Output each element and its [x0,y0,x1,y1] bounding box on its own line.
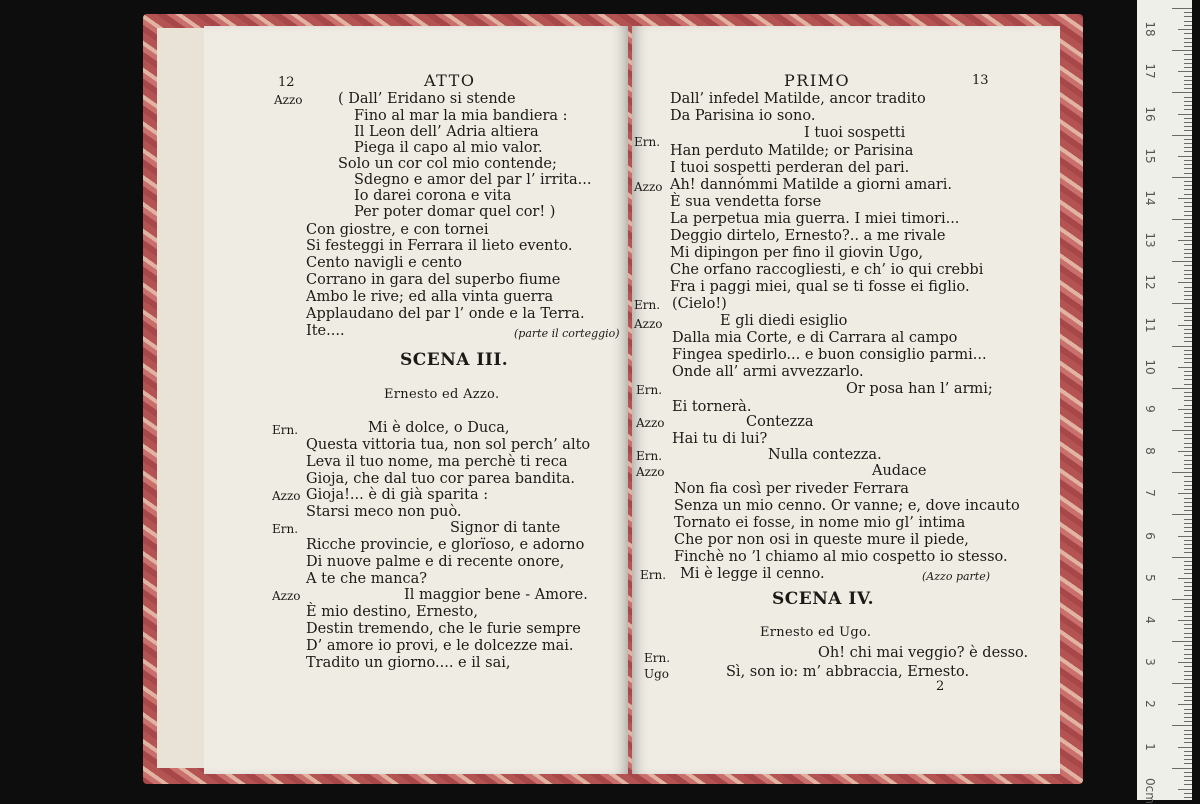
ruler-tick [1184,274,1192,275]
speaker: Ern. [636,449,663,463]
ruler-tick [1172,8,1192,9]
page-number: 13 [972,73,989,88]
verse-line: Dall’ infedel Matilde, ancor tradito [670,91,926,107]
verse-line: Si festeggi in Ferrara il lieto evento. [306,238,573,254]
ruler-tick [1184,80,1192,81]
ruler-tick [1184,519,1192,520]
verse-line: E gli diedi esiglio [720,313,848,329]
ruler-tick [1184,354,1192,355]
ruler-tick [1178,71,1192,72]
verse-line: Contezza [746,414,814,430]
ruler-tick [1184,586,1192,587]
ruler-tick [1184,101,1192,102]
verse-line: D’ amore io provi, e le dolcezze mai. [306,638,574,654]
ruler-number: 17 [1143,63,1157,79]
verse-line: Con giostre, e con tornei [306,222,489,238]
speaker: Azzo [634,317,663,331]
ruler-tick [1184,772,1192,773]
verse-line: ( Dall’ Eridano si stende [338,91,516,107]
verse-line: È sua vendetta forse [670,194,822,210]
ruler-tick [1184,291,1192,292]
verse-line: Solo un cor col mio contende; [338,156,557,172]
ruler-tick [1184,417,1192,418]
verse-line: (Cielo!) [672,296,727,312]
ruler-tick [1184,396,1192,397]
ruler-number: 11 [1143,316,1157,333]
ruler-tick [1184,308,1192,309]
ruler-number: 16 [1143,105,1157,122]
verse-line: Fra i paggi miei, qual se ti fosse ei figlio. [670,279,970,295]
ruler-number: 4 [1143,616,1157,624]
ruler-tick [1184,413,1192,414]
verse-line: Tornato ei fosse, in nome mio gl’ intima [674,515,966,531]
ruler-number: 2 [1143,700,1157,709]
scene-characters: Ernesto ed Azzo. [384,387,500,402]
verse-line: Che por non osi in queste mure il piede, [674,532,969,548]
ruler-tick [1184,139,1192,140]
ruler-tick [1184,654,1192,655]
ruler-tick [1184,776,1192,777]
ruler-tick [1184,185,1192,186]
ruler-tick [1184,675,1192,676]
ruler-tick [1172,50,1192,51]
ruler-tick [1178,325,1192,326]
ruler-tick [1178,240,1192,241]
ruler-tick [1178,620,1192,621]
ruler-number: 1 [1143,742,1157,751]
ruler-number: 14 [1143,190,1157,206]
ruler-tick [1184,565,1192,566]
ruler-tick [1172,261,1192,262]
ruler-tick [1184,709,1192,710]
verse-line: Sdegno e amor del par l’ irrita... [354,172,592,188]
page-number: 12 [278,75,295,90]
ruler-tick [1178,114,1192,115]
ruler-tick [1184,624,1192,625]
speaker: Ern. [634,298,661,312]
ruler-tick [1184,130,1192,131]
ruler-tick [1184,489,1192,490]
ruler-tick [1184,569,1192,570]
verse-line: Signor di tante [450,520,561,536]
verse-line: Leva il tuo nome, ma perchè ti reca [306,454,568,470]
ruler-tick [1184,476,1192,477]
ruler-tick [1178,747,1192,748]
ruler-tick [1172,219,1192,220]
ruler-tick [1184,540,1192,541]
ruler-tick [1184,147,1192,148]
ruler-tick [1184,76,1192,77]
speaker: Azzo [636,416,665,430]
verse-line: La perpetua mia guerra. I miei timori... [670,211,960,227]
ruler-number: 12 [1143,274,1157,290]
ruler-tick [1184,506,1192,507]
measuring-ruler [1137,0,1192,804]
ruler-tick [1184,38,1192,39]
ruler-tick [1184,42,1192,43]
verse-line: È mio destino, Ernesto, [306,604,479,620]
verse-line: Mi dipingon per fino il giovin Ugo, [670,245,924,261]
ruler-tick [1172,641,1192,642]
verse-line: Ambo le rive; ed alla vinta guerra [306,289,554,305]
verse-line: Mi è dolce, o Duca, [368,420,510,436]
ruler-tick [1184,637,1192,638]
verse-line: Per poter domar quel cor! ) [354,204,556,220]
ruler-number: 0cm [1143,777,1157,804]
ruler-tick [1172,135,1192,136]
speaker: Ugo [644,667,670,681]
stage-direction: (Azzo parte) [922,570,991,583]
ruler-tick [1184,422,1192,423]
ruler-number: 8 [1143,447,1157,455]
ruler-tick [1184,215,1192,216]
ruler-tick [1184,434,1192,435]
verse-line: Il Leon dell’ Adria altiera [354,124,539,140]
ruler-tick [1184,595,1192,596]
verse-line: Senza un mio cenno. Or vanne; e, dove incauto [674,498,1020,514]
ruler-tick [1184,12,1192,13]
ruler-tick [1184,544,1192,545]
ruler-tick [1184,405,1192,406]
ruler-tick [1184,211,1192,212]
ruler-tick [1184,164,1192,165]
ruler-tick [1184,523,1192,524]
ruler-tick [1172,514,1192,515]
verse-line: Ricche provincie, e glorïoso, e adorno [306,537,585,553]
ruler-tick [1184,468,1192,469]
ruler-tick [1184,265,1192,266]
verse-line: Onde all’ armi avvezzarlo. [672,364,864,380]
ruler-tick [1172,768,1192,769]
ruler-number: 3 [1143,658,1157,666]
speaker: Ern. [644,651,671,665]
ruler-tick [1184,759,1192,760]
ruler-tick [1184,527,1192,528]
ruler-tick [1184,337,1192,338]
ruler-tick [1184,118,1192,119]
verse-line: Han perduto Matilde; or Parisina [670,143,914,159]
speaker: Azzo [272,589,301,603]
ruler-tick [1184,371,1192,372]
speaker: Azzo [634,180,663,194]
ruler-tick [1184,97,1192,98]
ruler-tick [1184,455,1192,456]
ruler-tick [1184,278,1192,279]
ruler-tick [1178,451,1192,452]
ruler-tick [1184,738,1192,739]
speaker: Ern. [634,135,661,149]
ruler-tick [1184,33,1192,34]
ruler-tick [1184,464,1192,465]
ruler-tick [1184,510,1192,511]
ruler-tick [1184,780,1192,781]
ruler-tick [1184,379,1192,380]
ruler-tick [1184,590,1192,591]
ruler-tick [1184,438,1192,439]
ruler-tick [1184,561,1192,562]
ruler-tick [1184,84,1192,85]
verse-line: Cento navigli e cento [306,255,462,271]
ruler-tick [1184,582,1192,583]
ruler-tick [1184,671,1192,672]
verse-line: I tuoi sospetti perderan del pari. [670,160,910,176]
ruler-tick [1184,341,1192,342]
ruler-tick [1178,29,1192,30]
ruler-number: 9 [1143,405,1157,413]
speaker: Ern. [272,522,299,536]
ruler-tick [1172,92,1192,93]
verse-line: Corrano in gara del superbo fiume [306,272,561,288]
ruler-tick [1184,25,1192,26]
verse-line: I tuoi sospetti [804,125,906,141]
ruler-tick [1184,299,1192,300]
verse-line: Starsi meco non può. [306,504,462,520]
ruler-tick [1184,232,1192,233]
ruler-tick [1184,236,1192,237]
ruler-number: 18 [1143,21,1157,37]
verse-line: Mi è legge il cenno. [680,566,825,582]
ruler-tick [1184,88,1192,89]
verse-line: Ah! dannómmi Matilde a giorni amari. [670,177,953,193]
ruler-tick [1184,607,1192,608]
verse-line: Dalla mia Corte, e di Carrara al campo [672,330,958,346]
ruler-tick [1184,611,1192,612]
running-head: PRIMO [784,71,851,90]
speaker: Ern. [640,568,667,582]
ruler-tick [1184,122,1192,123]
ruler-tick [1184,362,1192,363]
ruler-tick [1184,392,1192,393]
speaker: Azzo [272,489,301,503]
verse-line: Fino al mar la mia bandiera : [354,108,568,124]
speaker: Ern. [272,423,299,437]
verse-line: Che orfano raccogliesti, e ch’ io qui crebbi [670,262,984,278]
right-page [632,26,1060,774]
verse-line: Gioja!... è di già sparita : [306,487,489,503]
verse-line: Gioja, che dal tuo cor parea bandita. [306,471,575,487]
ruler-tick [1184,679,1192,680]
scene-title: SCENA III. [400,350,509,370]
ruler-tick [1184,649,1192,650]
ruler-tick [1178,409,1192,410]
verse-line: Io darei corona e vita [354,188,512,204]
verse-line: Piega il capo al mio valor. [354,140,543,156]
ruler-tick [1184,54,1192,55]
ruler-tick [1184,109,1192,110]
ruler-tick [1172,346,1192,347]
ruler-tick [1184,713,1192,714]
ruler-tick [1184,687,1192,688]
ruler-tick [1184,151,1192,152]
verse-line: Or posa han l’ armi; [846,381,993,397]
ruler-tick [1184,168,1192,169]
ruler-tick [1184,59,1192,60]
ruler-tick [1184,628,1192,629]
ruler-tick [1184,793,1192,794]
ruler-tick [1184,143,1192,144]
ruler-tick [1184,734,1192,735]
ruler-tick [1184,717,1192,718]
ruler-tick [1178,282,1192,283]
running-head: ATTO [424,71,476,90]
ruler-tick [1184,443,1192,444]
ruler-tick [1172,472,1192,473]
ruler-tick [1184,755,1192,756]
ruler-tick [1184,730,1192,731]
ruler-tick [1184,573,1192,574]
ruler-tick [1184,784,1192,785]
speaker: Ern. [636,383,663,397]
ruler-tick [1184,552,1192,553]
ruler-tick [1184,616,1192,617]
ruler-tick [1184,21,1192,22]
ruler-tick [1184,312,1192,313]
ruler-tick [1184,751,1192,752]
scene-title: SCENA IV. [772,589,875,609]
ruler-tick [1184,700,1192,701]
ruler-tick [1184,329,1192,330]
ruler-tick [1178,536,1192,537]
ruler-tick [1178,789,1192,790]
ruler-tick [1184,658,1192,659]
scene-characters: Ernesto ed Ugo. [760,625,872,640]
verse-line: Deggio dirtelo, Ernesto?.. a me rivale [670,228,946,244]
ruler-tick [1184,350,1192,351]
ruler-tick [1184,249,1192,250]
ruler-tick [1184,126,1192,127]
ruler-tick [1184,160,1192,161]
verse-line: Di nuove palme e di recente onore, [306,554,565,570]
ruler-tick [1184,742,1192,743]
ruler-tick [1184,696,1192,697]
ruler-tick [1184,16,1192,17]
verse-line: Questa vittoria tua, non sol perch’ alto [306,437,591,453]
ruler-tick [1184,692,1192,693]
ruler-tick [1172,599,1192,600]
ruler-tick [1184,645,1192,646]
verse-line: Sì, son io: m’ abbraccia, Ernesto. [726,664,970,680]
ruler-tick [1184,426,1192,427]
verse-line: Hai tu di lui? [672,431,768,447]
ruler-tick [1184,797,1192,798]
ruler-tick [1184,481,1192,482]
flyleaf [157,28,205,768]
ruler-tick [1184,270,1192,271]
verse-line: Da Parisina io sono. [670,108,816,124]
verse-line: Non fia così per riveder Ferrara [674,481,909,497]
verse-line: Ite.... [306,323,345,339]
ruler-tick [1184,400,1192,401]
ruler-tick [1184,603,1192,604]
ruler-tick [1184,498,1192,499]
speaker: Azzo [274,93,303,107]
ruler-tick [1172,683,1192,684]
ruler-tick [1178,198,1192,199]
ruler-tick [1184,721,1192,722]
ruler-number: 7 [1143,489,1157,498]
ruler-tick [1172,303,1192,304]
ruler-tick [1184,320,1192,321]
verse-line: Nulla contezza. [768,447,882,463]
ruler-tick [1172,177,1192,178]
ruler-tick [1184,460,1192,461]
ruler-tick [1184,375,1192,376]
verse-line: Applaudano del par l’ onde e la Terra. [306,306,585,322]
ruler-tick [1184,181,1192,182]
verse-line: Oh! chi mai veggio? è desso. [818,645,1029,661]
ruler-tick [1184,358,1192,359]
ruler-tick [1184,384,1192,385]
ruler-tick [1184,257,1192,258]
ruler-tick [1184,531,1192,532]
ruler-tick [1172,388,1192,389]
ruler-tick [1172,430,1192,431]
verse-line: Finchè no ’l chiamo al mio cospetto io stesso. [674,549,1008,565]
ruler-number: 5 [1143,573,1157,582]
ruler-tick [1184,666,1192,667]
ruler-tick [1178,704,1192,705]
ruler-tick [1184,295,1192,296]
ruler-tick [1184,333,1192,334]
ruler-tick [1184,63,1192,64]
ruler-tick [1184,206,1192,207]
ruler-tick [1178,367,1192,368]
ruler-tick [1184,105,1192,106]
ruler-number: 10 [1143,359,1157,375]
ruler-tick [1184,316,1192,317]
verse-line: Ei tornerà. [672,399,752,415]
ruler-tick [1178,156,1192,157]
verse-line: Audace [872,463,927,479]
ruler-tick [1184,633,1192,634]
ruler-tick [1184,253,1192,254]
ruler-tick [1172,557,1192,558]
stage-direction: (parte il corteggio) [514,327,620,340]
ruler-tick [1184,763,1192,764]
ruler-number: 6 [1143,531,1157,540]
ruler-tick [1184,485,1192,486]
ruler-tick [1184,46,1192,47]
ruler-tick [1184,502,1192,503]
signature-mark: 2 [936,679,945,694]
ruler-tick [1184,223,1192,224]
ruler-tick [1178,662,1192,663]
ruler-tick [1184,67,1192,68]
ruler-tick [1184,287,1192,288]
ruler-tick [1184,194,1192,195]
ruler-number: 15 [1143,148,1157,164]
ruler-tick [1184,244,1192,245]
verse-line: A te che manca? [306,571,428,587]
ruler-tick [1184,173,1192,174]
ruler-tick [1184,548,1192,549]
ruler-tick [1184,447,1192,448]
ruler-tick [1172,725,1192,726]
ruler-tick [1184,227,1192,228]
verse-line: Destin tremendo, che le furie sempre [306,621,581,637]
ruler-tick [1184,189,1192,190]
verse-line: Fingea spedirlo... e buon consiglio parmi... [672,347,987,363]
verse-line: Tradito un giorno.... e il sai, [306,655,511,671]
left-page [204,26,628,774]
verse-line: Il maggior bene - Amore. [404,587,588,603]
speaker: Azzo [636,465,665,479]
ruler-tick [1184,202,1192,203]
ruler-tick [1178,493,1192,494]
ruler-tick [1178,578,1192,579]
ruler-number: 13 [1143,232,1157,248]
